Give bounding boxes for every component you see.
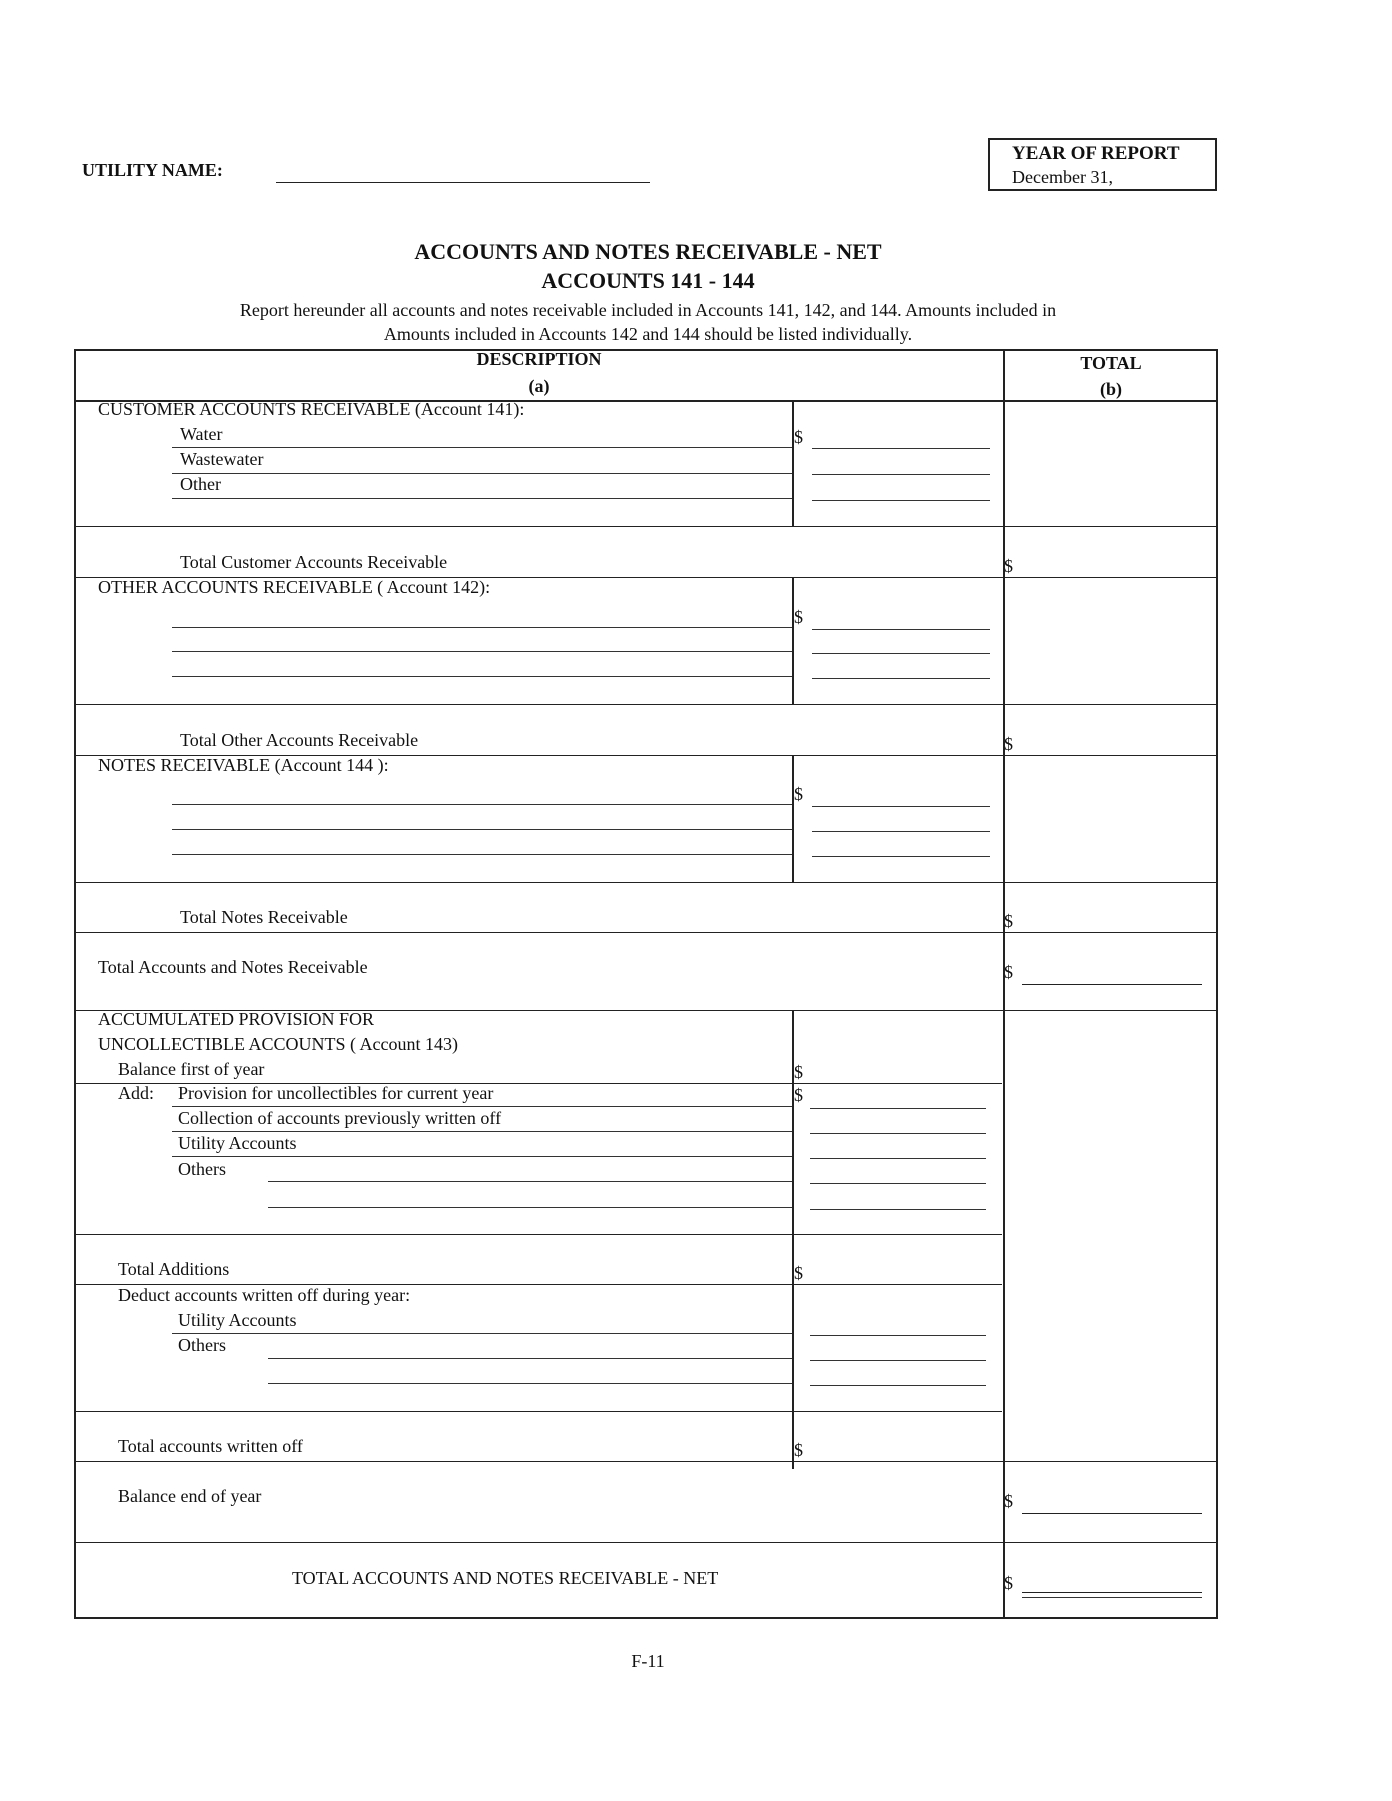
add-dollar: $ <box>794 1085 803 1105</box>
add-amount-1[interactable] <box>810 1108 986 1109</box>
balance-end-amount[interactable] <box>1022 1513 1202 1514</box>
total-other-label: Total Other Accounts Receivable <box>180 730 419 750</box>
customer-section-heading: CUSTOMER ACCOUNTS RECEIVABLE (Account 141): <box>98 399 525 419</box>
add-amount-4[interactable] <box>810 1183 986 1184</box>
total-notes-label: Total Notes Receivable <box>180 907 348 927</box>
notes-dollar: $ <box>794 784 803 804</box>
page-title: ACCOUNTS AND NOTES RECEIVABLE - NET <box>414 239 882 264</box>
balance-first-dollar: $ <box>794 1062 803 1082</box>
add-item-utility-accounts: Utility Accounts <box>178 1133 297 1153</box>
page-subtitle: ACCOUNTS 141 - 144 <box>541 268 755 293</box>
notes-amount-3[interactable] <box>812 856 990 857</box>
deduct-amount-3[interactable] <box>810 1385 986 1386</box>
customer-item-water: Water <box>180 424 223 444</box>
description-header: DESCRIPTION <box>476 349 602 369</box>
customer-other-amount[interactable] <box>812 500 990 501</box>
notes-section-heading: NOTES RECEIVABLE (Account 144 ): <box>98 755 389 775</box>
total-column-divider <box>1003 349 1005 1619</box>
utility-name-label: UTILITY NAME: <box>82 160 223 180</box>
total-written-off-dollar: $ <box>794 1440 803 1460</box>
page-number: F-11 <box>631 1651 665 1671</box>
customer-item-other: Other <box>180 474 221 494</box>
total-notes-dollar: $ <box>1004 911 1013 931</box>
total-subheader: (b) <box>1100 379 1122 399</box>
customer-water-amount[interactable] <box>812 448 990 449</box>
notes-amount-2[interactable] <box>812 831 990 832</box>
total-accounts-notes-dollar: $ <box>1004 962 1013 982</box>
balance-first-label: Balance first of year <box>118 1059 265 1079</box>
instructions-line-2: Amounts included in Accounts 142 and 144 should be listed individually. <box>383 324 913 344</box>
other-amount-1[interactable] <box>812 629 990 630</box>
balance-end-dollar: $ <box>1004 1491 1013 1511</box>
deduct-amount-1[interactable] <box>810 1335 986 1336</box>
total-customer-dollar: $ <box>1004 556 1013 576</box>
deduct-label: Deduct accounts written off during year: <box>118 1285 411 1305</box>
provision-heading-line-2: UNCOLLECTIBLE ACCOUNTS ( Account 143) <box>98 1034 458 1054</box>
year-of-report-title: YEAR OF REPORT <box>1012 143 1180 164</box>
add-item-collection: Collection of accounts previously written off <box>178 1108 502 1128</box>
grand-total-dollar: $ <box>1004 1573 1013 1593</box>
total-additions-label: Total Additions <box>118 1259 230 1279</box>
add-amount-2[interactable] <box>810 1133 986 1134</box>
year-of-report-box <box>988 138 1217 191</box>
total-customer-label: Total Customer Accounts Receivable <box>180 552 448 572</box>
add-item-provision: Provision for uncollectibles for current year <box>178 1083 494 1103</box>
total-header: TOTAL <box>1080 353 1142 373</box>
description-subheader: (a) <box>528 376 550 396</box>
customer-water-dollar: $ <box>794 427 803 447</box>
year-of-report-value: December 31, <box>1012 167 1113 187</box>
total-additions-dollar: $ <box>794 1263 803 1283</box>
other-dollar: $ <box>794 607 803 627</box>
other-amount-2[interactable] <box>812 653 990 654</box>
provision-heading-line-1: ACCUMULATED PROVISION FOR <box>98 1009 375 1029</box>
notes-amount-1[interactable] <box>812 806 990 807</box>
other-section-heading: OTHER ACCOUNTS RECEIVABLE ( Account 142): <box>98 577 491 597</box>
customer-item-wastewater: Wastewater <box>180 449 264 469</box>
instructions-line-1: Report hereunder all accounts and notes receivable included in Accounts 141, 142, and 144. Amounts included in <box>239 300 1057 320</box>
add-item-others: Others <box>178 1159 226 1179</box>
customer-wastewater-amount[interactable] <box>812 474 990 475</box>
add-label: Add: <box>118 1083 154 1103</box>
deduct-item-utility-accounts: Utility Accounts <box>178 1310 297 1330</box>
deduct-amount-2[interactable] <box>810 1360 986 1361</box>
other-amount-3[interactable] <box>812 678 990 679</box>
grand-total-amount[interactable] <box>1022 1592 1202 1593</box>
total-accounts-notes-amount[interactable] <box>1022 984 1202 985</box>
total-written-off-label: Total accounts written off <box>118 1436 303 1456</box>
utility-name-field[interactable] <box>276 182 650 183</box>
add-amount-3[interactable] <box>810 1158 986 1159</box>
total-accounts-notes-label: Total Accounts and Notes Receivable <box>98 957 368 977</box>
deduct-item-others: Others <box>178 1335 226 1355</box>
balance-end-label: Balance end of year <box>118 1486 262 1506</box>
grand-total-label: TOTAL ACCOUNTS AND NOTES RECEIVABLE - NET <box>292 1568 719 1588</box>
total-other-dollar: $ <box>1004 734 1013 754</box>
add-amount-5[interactable] <box>810 1209 986 1210</box>
